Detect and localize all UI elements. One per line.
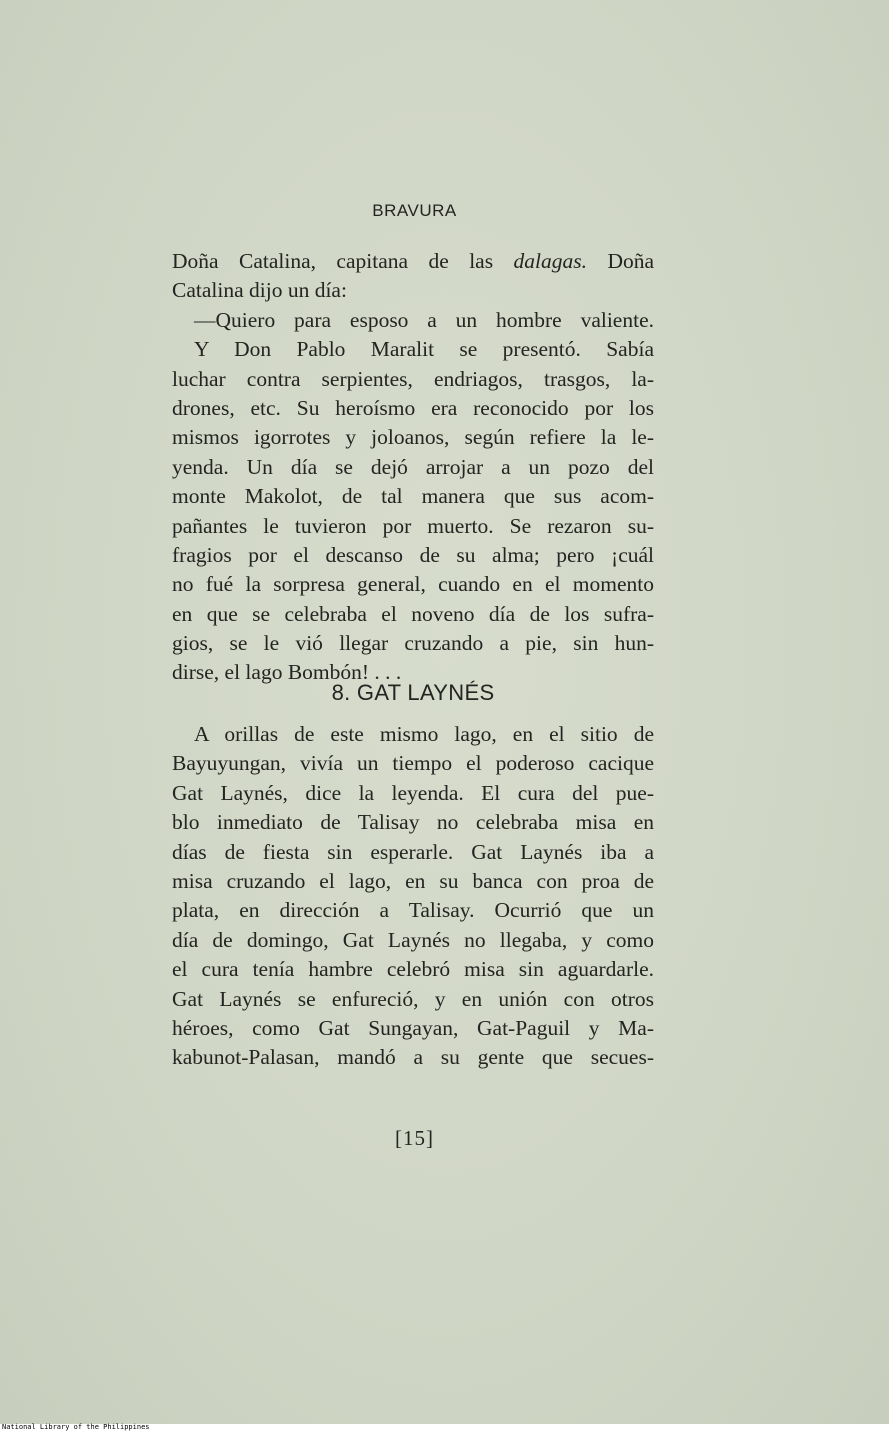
text-line: misa cruzando el lago, en su banca con proa de xyxy=(172,868,654,893)
paragraph-dona-catalina xyxy=(172,247,654,688)
text-line: pañantes le tuvieron por muerto. Se rezaron su- xyxy=(172,513,654,538)
text-line: gios, se le vió llegar cruzando a pie, sin hun- xyxy=(172,631,654,656)
paragraph-gat-laynes xyxy=(172,720,654,1073)
text-line: mismos igorrotes y joloanos, según refiere la le- xyxy=(172,425,654,450)
page-number: [15] xyxy=(395,1126,434,1150)
text-line: Y Don Pablo Maralit se presentó. Sabía xyxy=(194,337,654,362)
section-heading: 8. GAT LAYNÉS xyxy=(331,680,495,705)
text-line: monte Makolot, de tal manera que sus acom- xyxy=(172,484,654,509)
text-line: —Quiero para esposo a un hombre valiente. xyxy=(194,307,654,332)
text-line: día de domingo, Gat Laynés no llegaba, y como xyxy=(172,927,654,952)
text-line: plata, en dirección a Talisay. Ocurrió que un xyxy=(172,898,654,923)
text-line: no fué la sorpresa general, cuando en el momento xyxy=(172,572,654,597)
text-line: Catalina dijo un día: xyxy=(172,278,347,303)
running-head: BRAVURA xyxy=(372,201,457,220)
text-line: luchar contra serpientes, endriagos, trasgos, la- xyxy=(172,366,654,391)
text-line: en que se celebraba el noveno día de los sufra- xyxy=(172,601,654,626)
text-line: fragios por el descanso de su alma; pero ¡cuál xyxy=(172,542,654,567)
text-line: dirse, el lago Bombón! . . . xyxy=(172,660,402,685)
text-line: Gat Laynés se enfureció, y en unión con otros xyxy=(172,986,654,1011)
text-line: Gat Laynés, dice la leyenda. El cura del pue- xyxy=(172,780,654,805)
text-line: Doña Catalina, capitana de las dalagas. Doña xyxy=(172,249,655,273)
footer-credit: National Library of the Philippines xyxy=(2,1423,150,1431)
text-line: yenda. Un día se dejó arrojar a un pozo del xyxy=(172,454,654,479)
text-line: drones, etc. Su heroísmo era reconocido por los xyxy=(172,395,654,420)
scan-footer xyxy=(0,1424,889,1433)
text-line: el cura tenía hambre celebró misa sin aguardarle. xyxy=(172,957,654,982)
text-line: Bayuyungan, vivía un tiempo el poderoso cacique xyxy=(172,751,654,776)
text-line: días de fiesta sin esperarle. Gat Laynés iba a xyxy=(172,839,654,864)
text-line: héroes, como Gat Sungayan, Gat-Paguil y Ma- xyxy=(172,1015,654,1040)
text-line: A orillas de este mismo lago, en el sitio de xyxy=(194,722,654,746)
text-line: kabunot-Palasan, mandó a su gente que secues- xyxy=(172,1045,654,1070)
text-line: blo inmediato de Talisay no celebraba misa en xyxy=(172,810,654,835)
italic-term: dalagas. xyxy=(513,249,587,273)
